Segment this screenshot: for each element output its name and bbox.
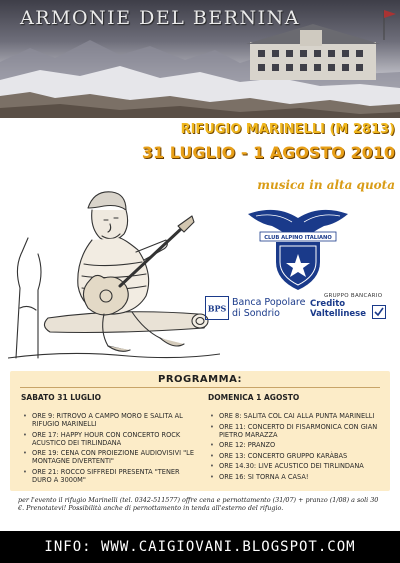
header-title: ARMONIE DEL BERNINA — [20, 7, 300, 29]
bps-name — [232, 297, 305, 319]
info-bar — [0, 531, 400, 563]
program-day-sunday — [208, 393, 388, 483]
event-list — [208, 412, 388, 481]
list-item: • ORE 9: RITROVO A CAMPO MORO E SALITA AL RIFUGIO MARINELLI — [21, 412, 201, 428]
list-item: • ORE 16: SI TORNA A CASA! — [208, 473, 388, 481]
event-dates: 31 LUGLIO - 1 AGOSTO 2010 — [141, 143, 395, 162]
program-title: PROGRAMMA: — [157, 374, 242, 385]
bps-mark-icon — [205, 296, 229, 320]
day-title: SABATO 31 LUGLIO — [21, 393, 101, 402]
footnote: per l'evento il rifugio Marinelli (tel. 0342-511577) offre cena e pernottamento (31/07) + pranzo (1/08) a soli 30 €. Prenotatevi! Possibilità anche di pernottamento in tenda all'esterno del rifugio. — [18, 496, 379, 512]
day-title: DOMENICA 1 AGOSTO — [208, 393, 300, 402]
cv-name-line1: Credito — [310, 299, 346, 309]
info-link[interactable]: INFO: WWW.CAIGIOVANI.BLOGSPOT.COM — [44, 539, 356, 555]
event-list — [21, 412, 201, 484]
program-divider — [20, 387, 380, 388]
cai-logo — [246, 204, 350, 292]
cv-group-label: GRUPPO BANCARIO — [324, 293, 383, 299]
bps-mark-text: BPS — [207, 303, 227, 314]
header-photo — [0, 0, 400, 118]
tagline: musica in alta quota — [257, 178, 395, 192]
list-item: • ORE 14.30: LIVE ACUSTICO DEI TIRLINDANA — [208, 462, 388, 470]
cv-name — [310, 300, 366, 319]
cv-name-line2: Valtellinese — [310, 308, 366, 319]
program-day-saturday — [21, 393, 201, 486]
credito-valtellinese-logo — [310, 293, 396, 327]
cai-logo-text: CLUB ALPINO ITALIANO — [264, 235, 332, 241]
list-item: • ORE 13: CONCERTO GRUPPO KARÀBAS — [208, 452, 388, 460]
event-name: RIFUGIO MARINELLI (M 2813) — [180, 122, 395, 137]
bps-name-line2: di Sondrio — [232, 308, 280, 319]
list-item: • ORE 11: CONCERTO DI FISARMONICA CON GIAN PIETRO MARAZZA — [208, 423, 388, 439]
refuge-building — [246, 24, 380, 80]
list-item: • ORE 17: HAPPY HOUR CON CONCERTO ROCK ACUSTICO DEI TIRLINDANA — [21, 431, 201, 447]
list-item: • ORE 8: SALITA COL CAI ALLA PUNTA MARINELLI — [208, 412, 388, 420]
list-item: • ORE 21: ROCCO SIFFREDI PRESENTA "TENER DURO A 3000M" — [21, 468, 201, 484]
bps-name-line1: Banca Popolare — [232, 297, 306, 308]
check-mark-icon — [372, 305, 386, 319]
list-item: • ORE 12: PRANZO — [208, 441, 388, 449]
guitarist-illustration — [8, 168, 220, 366]
list-item: • ORE 19: CENA CON PROIEZIONE AUDIOVISIVI "LE MONTAGNE DIVERTENTI" — [21, 449, 201, 465]
banca-popolare-sondrio-logo — [205, 294, 305, 324]
